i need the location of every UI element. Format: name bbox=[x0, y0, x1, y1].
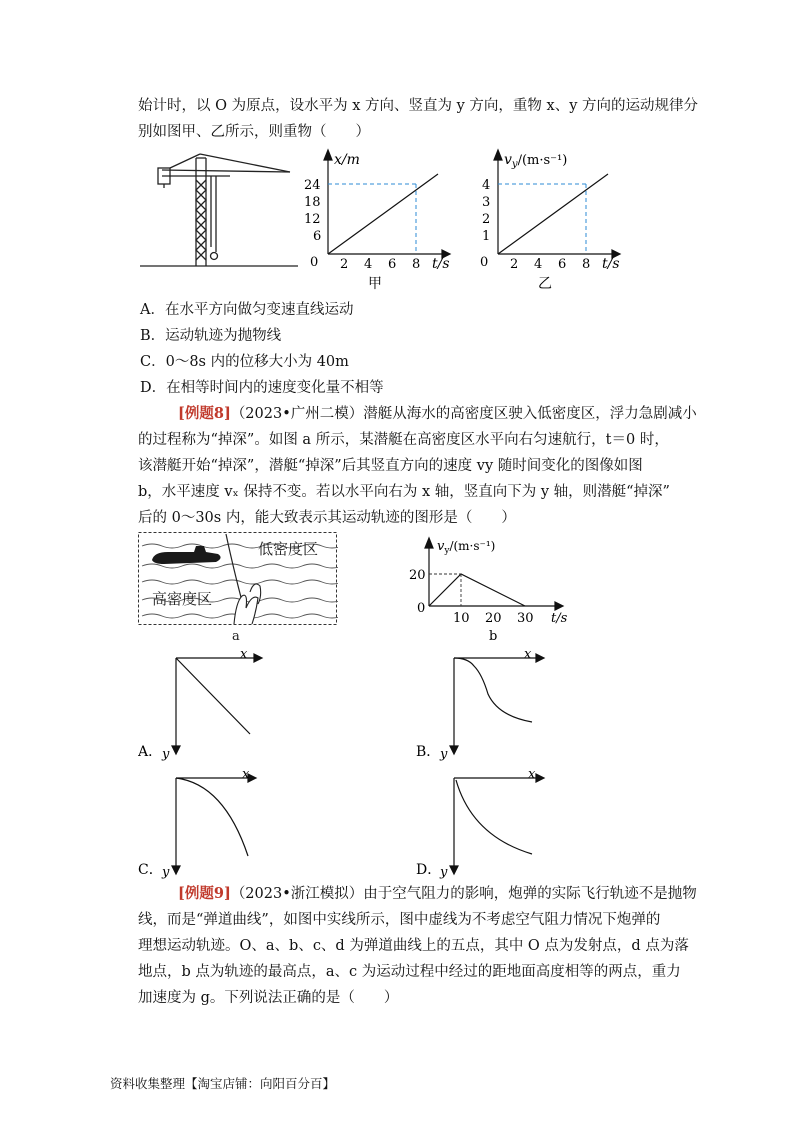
jia-origin: 0 bbox=[310, 255, 319, 270]
fig-b-xtick-20: 20 bbox=[485, 611, 502, 626]
ex9-line-3: 理想运动轨迹。O、a、b、c、d 为弹道曲线上的五点，其中 O 点为发射点，d 点为落 bbox=[138, 938, 689, 954]
ex8-line-3: 该潜艇开始“掉深”，潜艇“掉深”后其竖直方向的速度 vy 随时间变化的图像如图 bbox=[138, 458, 643, 474]
choice-d-axis-y: y bbox=[440, 865, 448, 880]
fig-a-caption: a bbox=[232, 629, 240, 644]
ex9-line-4: 地点，b 点为轨迹的最高点，a、c 为运动过程中经过的距地面高度相等的两点，重力 bbox=[138, 964, 681, 980]
fig-b-origin: 0 bbox=[417, 601, 426, 616]
jia-ytick-6: 6 bbox=[313, 229, 322, 244]
choice-b-axis-y: y bbox=[440, 747, 448, 762]
choice-d-axis-x: x bbox=[528, 767, 536, 782]
ex8-line-2: 的过程称为“掉深”。如图 a 所示，某潜艇在高密度区水平向右匀速航行，t＝0 时， bbox=[138, 432, 669, 448]
yi-xtick-2: 2 bbox=[510, 257, 519, 272]
ex8-line-4: b，水平速度 vₓ 保持不变。若以水平向右为 x 轴，竖直向下为 y 轴，则潜艇“掉深” bbox=[138, 484, 670, 500]
choice-a-graph bbox=[138, 646, 268, 762]
choice-d-label: D． bbox=[416, 862, 442, 878]
jia-xtick-6: 6 bbox=[388, 257, 397, 272]
yi-xtick-4: 4 bbox=[534, 257, 543, 272]
yi-ytick-2: 2 bbox=[482, 212, 491, 227]
yi-ytick-1: 1 bbox=[482, 229, 491, 244]
ex9-tag: [例题9] bbox=[178, 885, 231, 902]
label-low-density: 低密度区 bbox=[258, 540, 319, 558]
fig-b-xtick-30: 30 bbox=[517, 611, 534, 626]
choice-c-axis-y: y bbox=[162, 865, 170, 880]
graph-jia bbox=[300, 148, 460, 298]
yi-ytick-4: 4 bbox=[482, 178, 491, 193]
yi-xlabel: t/s bbox=[602, 256, 620, 272]
fig-b-xlabel: t/s bbox=[551, 611, 568, 626]
label-high-density: 高密度区 bbox=[152, 590, 213, 608]
ex9-line-2: 线，而是“弹道曲线”，如图中实线所示，图中虚线为不考虑空气阻力情况下炮弹的 bbox=[138, 912, 661, 928]
figure-b-graph bbox=[395, 532, 590, 644]
yi-origin: 0 bbox=[480, 255, 489, 270]
ex9-line-5: 加速度为 g。下列说法正确的是（ ） bbox=[138, 990, 399, 1006]
yi-ylabel: $v_y/(m\cdot s^{-1})$ bbox=[504, 152, 568, 170]
q7-option-a: A．在水平方向做匀变速直线运动 bbox=[140, 302, 354, 318]
fig-b-caption: b bbox=[489, 629, 498, 644]
choice-a-label: A． bbox=[138, 744, 163, 760]
ex8-line-1: [例题8]（2023•广州二模）潜艇从海水的高密度区驶入低密度区，浮力急剧减小 bbox=[178, 405, 697, 422]
yi-xtick-6: 6 bbox=[558, 257, 567, 272]
jia-xtick-2: 2 bbox=[340, 257, 349, 272]
ex9-line-1: [例题9]（2023•浙江模拟）由于空气阻力的影响，炮弹的实际飞行轨迹不是抛物 bbox=[178, 885, 697, 902]
choice-a-axis-x: x bbox=[240, 647, 248, 662]
jia-ytick-18: 18 bbox=[304, 195, 321, 210]
choice-c-graph bbox=[138, 766, 268, 882]
choice-b-axis-x: x bbox=[524, 647, 532, 662]
q7-option-c: C．0～8s 内的位移大小为 40m bbox=[140, 354, 349, 370]
fig-b-ylabel: $v_y/(m\cdot s^{-1})$ bbox=[437, 539, 496, 556]
ex8-tag: [例题8] bbox=[178, 405, 231, 422]
intro-line-2: 别如图甲、乙所示，则重物（ ） bbox=[138, 124, 370, 140]
jia-ytick-24: 24 bbox=[304, 178, 321, 193]
jia-xtick-8: 8 bbox=[412, 257, 421, 272]
ex8-line-5: 后的 0～30s 内，能大致表示其运动轨迹的图形是（ ） bbox=[138, 510, 516, 526]
jia-caption: 甲 bbox=[368, 276, 382, 292]
choice-a-axis-y: y bbox=[162, 747, 170, 762]
crane-illustration bbox=[140, 152, 300, 270]
yi-ytick-3: 3 bbox=[482, 195, 491, 210]
choice-d-graph bbox=[416, 766, 556, 882]
footer-source: 资料收集整理【淘宝店铺：向阳百分百】 bbox=[110, 1076, 336, 1091]
q7-option-d: D．在相等时间内的速度变化量不相等 bbox=[140, 380, 384, 396]
intro-line-1: 始计时，以 O 为原点，设水平为 x 方向、竖直为 y 方向，重物 x、y 方向的运动规律分 bbox=[138, 98, 698, 114]
choice-c-label: C． bbox=[138, 862, 163, 878]
jia-xtick-4: 4 bbox=[364, 257, 373, 272]
jia-ytick-12: 12 bbox=[304, 212, 321, 227]
choice-b-label: B． bbox=[416, 744, 441, 760]
yi-xtick-8: 8 bbox=[582, 257, 591, 272]
yi-caption: 乙 bbox=[538, 276, 552, 292]
fig-b-xtick-10: 10 bbox=[453, 611, 470, 626]
jia-ylabel: x/m bbox=[334, 152, 360, 168]
choice-c-axis-x: x bbox=[242, 767, 250, 782]
graph-yi bbox=[470, 148, 630, 298]
choice-b-graph bbox=[416, 646, 556, 762]
q7-option-b: B．运动轨迹为抛物线 bbox=[140, 328, 282, 344]
jia-xlabel: t/s bbox=[432, 256, 450, 272]
figure-a-submarine bbox=[138, 532, 338, 644]
fig-b-ytick-20: 20 bbox=[409, 568, 426, 583]
